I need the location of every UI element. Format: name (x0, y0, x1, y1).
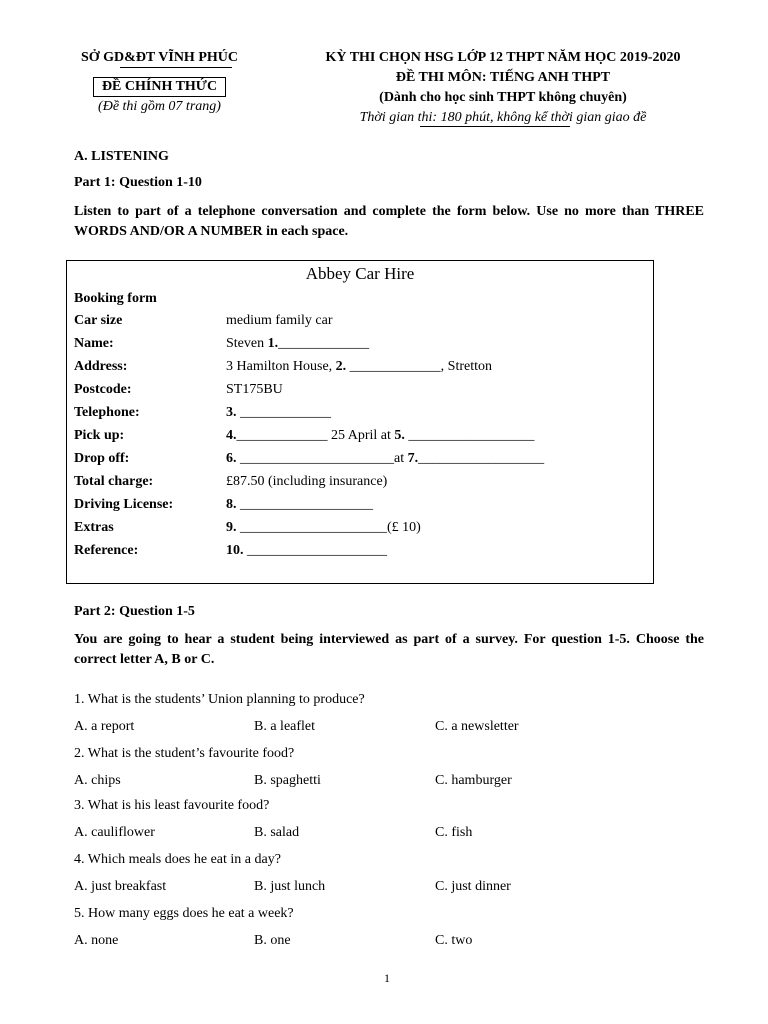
form-label: Telephone: (74, 405, 140, 420)
exam-subject: ĐỀ THI MÔN: TIẾNG ANH THPT (395, 70, 611, 85)
form-value (226, 334, 369, 354)
page-number: 1 (384, 971, 390, 985)
form-label: Name: (74, 336, 114, 351)
answer-blank: __________________ (404, 428, 535, 443)
q1-option-a: A. a report (74, 719, 135, 734)
question-number: 5. (394, 428, 405, 443)
question-number: 9. (226, 520, 237, 535)
q4-option-a: A. just breakfast (74, 879, 167, 894)
q4-option-c: C. just dinner (435, 879, 511, 894)
answer-blank: ___________________ (236, 497, 373, 512)
q3-option-a: A. cauliflower (74, 825, 155, 840)
form-row-car-size (74, 311, 644, 331)
answer-blank: _____________, Stretton (346, 359, 492, 374)
form-row-telephone (74, 403, 644, 423)
department-name: SỞ GD&ĐT VĨNH PHÚC (80, 50, 238, 65)
answer-blank: _____________ (236, 405, 331, 420)
part2-instruction: You are going to hear a student being interviewed as part of a survey. For question 1-5. Choose the correct letter A, B or C. (74, 632, 704, 667)
q2-option-a: A. chips (74, 773, 121, 788)
value-text: £87.50 (including insurance) (226, 474, 388, 489)
question-number: 8. (226, 497, 237, 512)
answer-blank: _____________________(£ 10) (236, 520, 421, 535)
q5-option-a: A. none (74, 933, 119, 948)
form-value (226, 541, 387, 561)
header-right (268, 48, 738, 128)
form-label: Drop off: (74, 451, 130, 466)
form-row-driving-license (74, 495, 644, 515)
question-5: 5. How many eggs does he eat a week? (74, 906, 294, 921)
section-title: A. LISTENING (74, 149, 169, 164)
value-text: 3 Hamilton House, (226, 359, 336, 374)
time-underline (420, 126, 570, 127)
q4-option-b: B. just lunch (254, 879, 326, 894)
part2-title: Part 2: Question 1-5 (74, 604, 195, 619)
dept-underline (120, 67, 232, 68)
form-row-total-charge (74, 472, 644, 492)
answer-blank: _____________ (278, 336, 370, 351)
form-label: Address: (74, 359, 128, 374)
form-row-address (74, 357, 644, 377)
question-number: 4. (226, 428, 237, 443)
question-number: 1. (267, 336, 279, 351)
form-label: Extras (74, 520, 114, 535)
form-value (226, 357, 492, 377)
question-4: 4. Which meals does he eat in a day? (74, 852, 281, 867)
question-number: 3. (226, 405, 237, 420)
form-row-drop-off (74, 449, 644, 469)
q3-option-b: B. salad (254, 825, 300, 840)
q2-option-b: B. spaghetti (254, 773, 321, 788)
time-value: 180 phút, không kể thời gian giao đề (437, 110, 647, 125)
answer-blank: _____________ 25 April at (236, 428, 395, 443)
value-text: Steven (226, 336, 268, 351)
time-label: Thời gian thi: (359, 110, 438, 125)
question-3: 3. What is his least favourite food? (74, 798, 270, 813)
q2-option-c: C. hamburger (435, 773, 512, 788)
value-text: ST175BU (226, 382, 283, 397)
form-value (226, 311, 333, 331)
question-number: 6. (226, 451, 237, 466)
answer-blank: __________________ (418, 451, 545, 466)
form-value (226, 403, 331, 423)
form-value (226, 449, 544, 469)
pages-note: (Đề thi gồm 07 trang) (98, 99, 221, 114)
form-label: Car size (74, 313, 123, 328)
value-text: medium family car (226, 313, 333, 328)
q1-option-b: B. a leaflet (254, 719, 316, 734)
question-number: 10. (226, 543, 244, 558)
form-subtitle-row (74, 289, 644, 309)
official-badge-wrap (72, 68, 247, 97)
form-row-extras (74, 518, 644, 538)
form-row-reference (74, 541, 644, 561)
form-value (226, 518, 421, 538)
exam-time (268, 108, 738, 128)
form-label: Driving License: (74, 497, 174, 512)
question-1: 1. What is the students’ Union planning to produce? (74, 692, 365, 707)
form-label: Reference: (74, 543, 139, 558)
form-value (226, 426, 534, 446)
header-left (72, 48, 247, 117)
part1-instruction: Listen to part of a telephone conversation and complete the form below. Use no more than THREE WORDS AND/OR A NUMBER in each space. (74, 204, 704, 239)
question-number: 2. (335, 359, 347, 374)
form-label: Postcode: (74, 382, 132, 397)
part1-title: Part 1: Question 1-10 (74, 175, 202, 190)
answer-blank: ____________________ (243, 543, 387, 558)
form-subtitle: Booking form (74, 291, 157, 306)
form-value (226, 495, 373, 515)
q3-option-c: C. fish (435, 825, 473, 840)
form-label: Pick up: (74, 428, 125, 443)
form-label: Total charge: (74, 474, 154, 489)
q1-option-c: C. a newsletter (435, 719, 519, 734)
question-2: 2. What is the student’s favourite food? (74, 746, 295, 761)
q5-option-b: B. one (254, 933, 291, 948)
form-row-postcode (74, 380, 644, 400)
booking-form-box (66, 260, 654, 584)
form-value (226, 380, 283, 400)
q5-option-c: C. two (435, 933, 473, 948)
form-title: Abbey Car Hire (305, 264, 415, 283)
form-row-pick-up (74, 426, 644, 446)
question-number: 7. (407, 451, 419, 466)
answer-blank: ______________________at (236, 451, 408, 466)
exam-audience: (Dành cho học sinh THPT không chuyên) (379, 90, 627, 105)
exam-title: KỲ THI CHỌN HSG LỚP 12 THPT NĂM HỌC 2019-2020 (325, 50, 681, 65)
form-row-name (74, 334, 644, 354)
form-value (226, 472, 387, 492)
official-badge: ĐỀ CHÍNH THỨC (93, 77, 226, 97)
